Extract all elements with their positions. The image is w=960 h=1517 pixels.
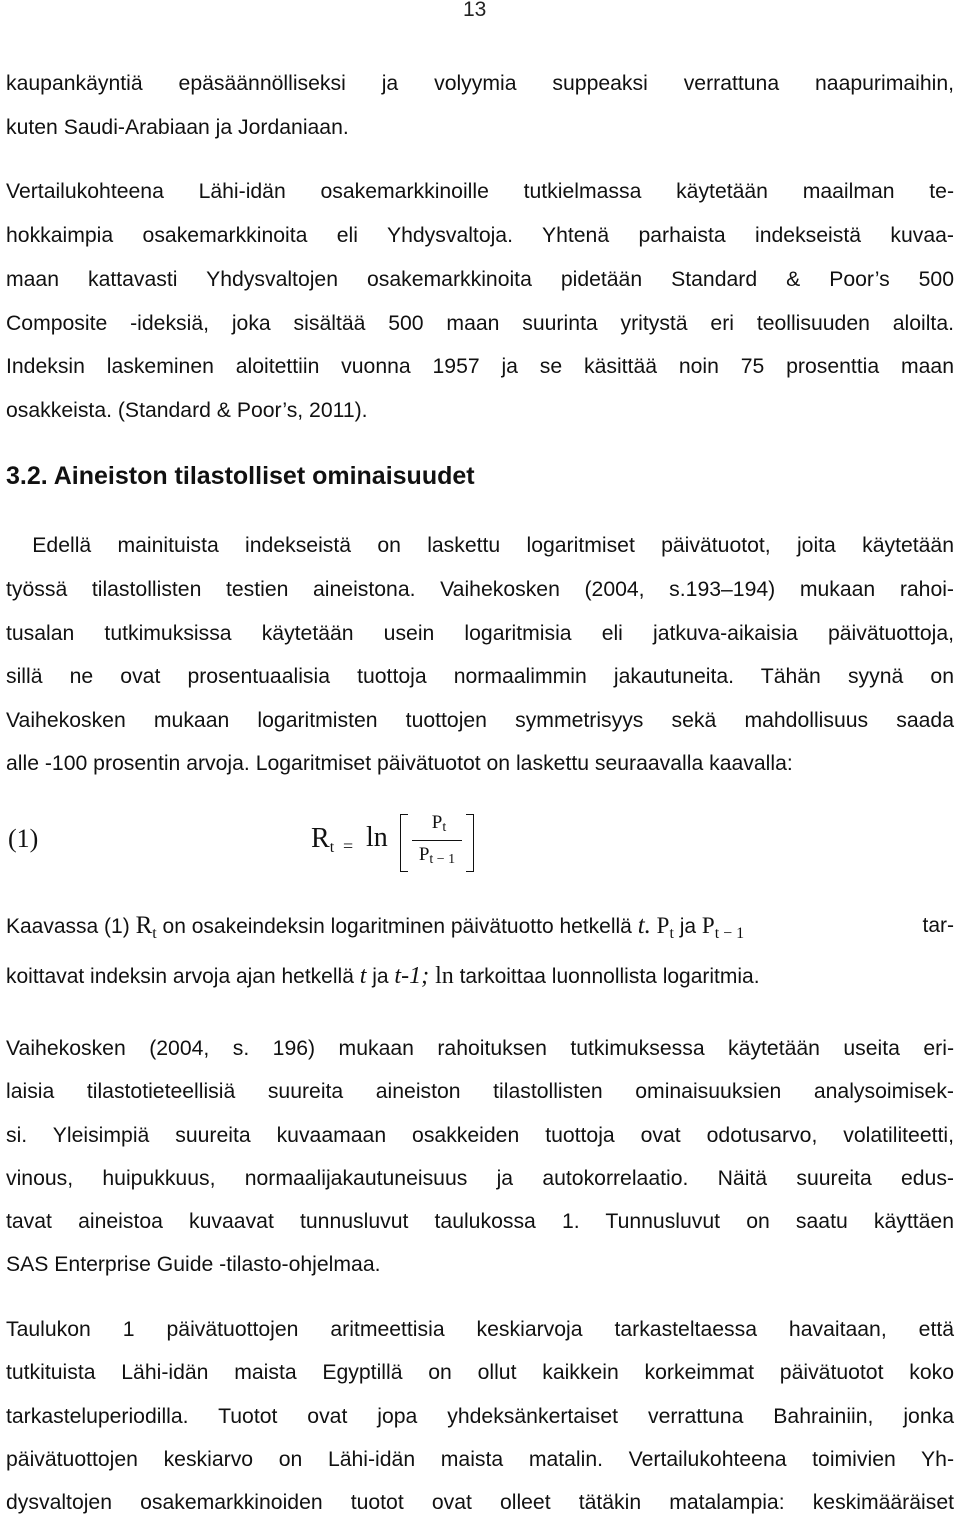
para2-line: hokkaimpia osakemarkkinoita eli Yhdysvaltoja. Yhtenä parhaista indekseistä kuvaa- <box>6 224 954 247</box>
para3-line: alle -100 prosentin arvoja. Logaritmiset päivätuotot on laskettu seuraavalla kaavalla: <box>6 752 793 775</box>
para2-line: maan kattavasti Yhdysvaltojen osakemarkkinoita pidetään Standard & Poor’s 500 <box>6 268 954 291</box>
fraction-numerator: Pt <box>431 812 447 835</box>
para3-line: Vaihekosken mukaan logaritmisten tuottojen symmetrisyys sekä mahdollisuus saada <box>6 709 954 732</box>
para5-line: tutkituista Lähi-idän maista Egyptillä on ollut kaikkein korkeimmat päivätuotot koko <box>6 1361 954 1384</box>
para5-line: päivätuottojen keskiarvo on Lähi-idän maista matalin. Vertailukohteena toimivien Yh- <box>6 1448 954 1471</box>
para3-line: tusalan tutkimuksissa käytetään usein logaritmisia eli jatkuva-aikaisia päivätuottoja, <box>6 622 954 645</box>
para2-line: osakkeista. (Standard & Poor’s, 2011). <box>6 399 368 422</box>
fraction-denominator: Pt − 1 <box>418 844 456 867</box>
para4-line: SAS Enterprise Guide -tilasto-ohjelmaa. <box>6 1253 381 1276</box>
para5-line: Taulukon 1 päivätuottojen aritmeettisia keskiarvoja tarkasteltaessa havaitaan, että <box>6 1318 954 1341</box>
para3-line: Edellä mainituista indekseistä on laskettu logaritmiset päivätuotot, joita käytetään <box>6 534 954 557</box>
para3-line: työssä tilastollisten testien aineistona. Vaihekosken (2004, s.193–194) mukaan rahoi- <box>6 578 954 601</box>
section-heading: 3.2. Aineiston tilastolliset ominaisuudet <box>6 462 475 490</box>
left-bracket <box>400 814 408 872</box>
para2-line: Composite -ideksiä, joka sisältää 500 maan suurinta yritystä eri teollisuuden aloilta. <box>6 312 954 335</box>
para4-line: vinous, huipukkuus, normaalijakautuneisuus ja autokorrelaatio. Näitä suureita edus- <box>6 1167 954 1190</box>
para4-line: laisia tilastotieteellisiä suureita aineiston tilastollisten ominaisuuksien analysoimisek- <box>6 1080 954 1103</box>
explain-line-2: koittavat indeksin arvoja ajan hetkellä t ja t-1; ln tarkoittaa luonnollista logaritmia. <box>6 963 760 989</box>
fraction-bar <box>412 840 462 841</box>
explain-line-1: Kaavassa (1) $R_t$ on osakeindeksin logaritminen päivätuotto hetkellä t. $P_t$ ja $P_{t - 1}$ tar- <box>6 912 954 942</box>
formula-ln: ln <box>366 822 388 853</box>
formula-equals: = <box>343 836 354 856</box>
page-number: 13 <box>463 0 487 21</box>
para4-line: tavat aineistoa kuvaavat tunnusluvut taulukossa 1. Tunnusluvut on saatu käyttäen <box>6 1210 954 1233</box>
para5-line: dysvaltojen osakemarkkinoiden tuotot ovat olleet tätäkin matalampia: keskimääräiset <box>6 1491 954 1514</box>
formula-lhs: $R_t$ <box>311 823 335 856</box>
para2-line: Vertailukohteena Lähi-idän osakemarkkinoille tutkielmassa käytetään maailman te- <box>6 180 954 203</box>
para1-line: kaupankäyntiä epäsäännölliseksi ja volyymia suppeaksi verrattuna naapurimaihin, <box>6 72 954 95</box>
para5-line: tarkasteluperiodilla. Tuotot ovat jopa yhdeksänkertaiset verrattuna Bahrainiin, jonka <box>6 1405 954 1428</box>
para4-line: si. Yleisimpiä suureita kuvaamaan osakkeiden tuottoja ovat odotusarvo, volatiliteetti, <box>6 1124 954 1147</box>
para2-line: Indeksin laskeminen aloitettiin vuonna 1957 ja se käsittää noin 75 prosenttia maan <box>6 355 954 378</box>
para3-line: sillä ne ovat prosentuaalisia tuottoja normaalimmin jakautuneita. Tähän syynä on <box>6 665 954 688</box>
para4-line: Vaihekosken (2004, s. 196) mukaan rahoituksen tutkimuksessa käytetään useita eri- <box>6 1037 954 1060</box>
formula-number: (1) <box>8 824 39 853</box>
right-bracket <box>466 814 474 872</box>
para1-line: kuten Saudi-Arabiaan ja Jordaniaan. <box>6 116 349 139</box>
